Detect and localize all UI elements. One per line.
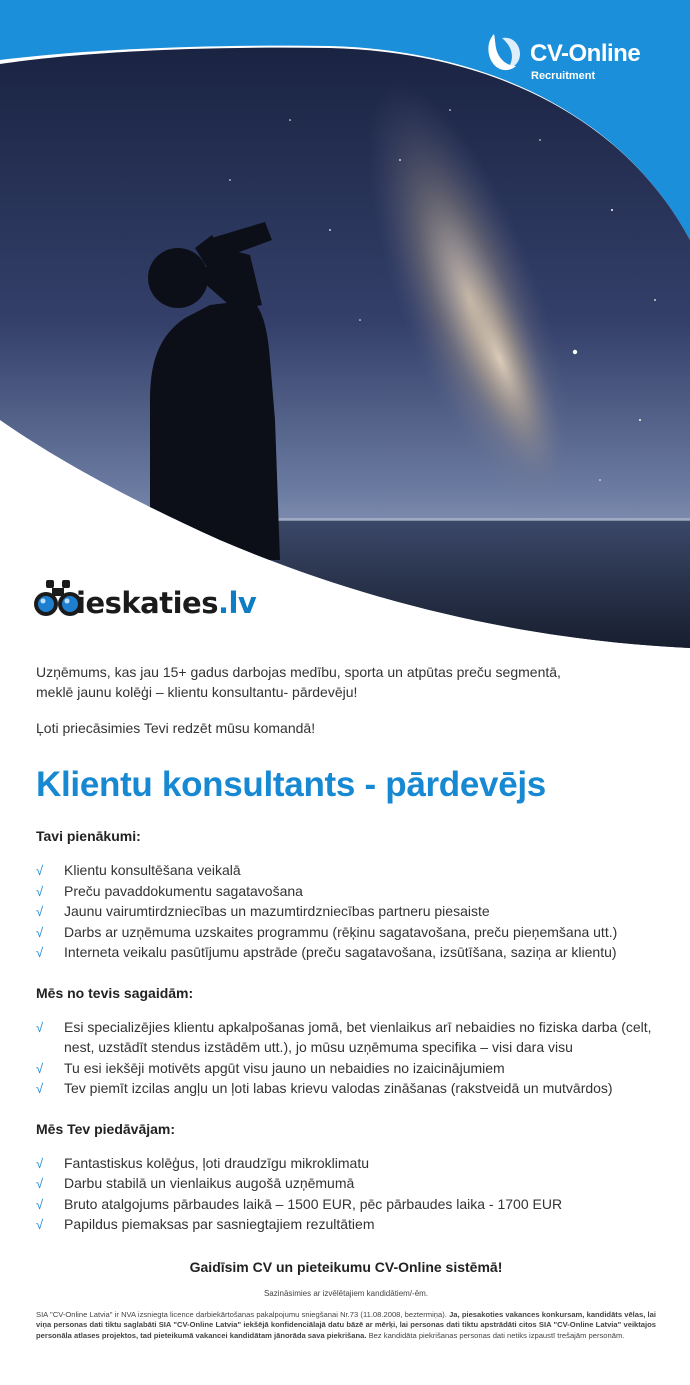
ieskaties-name: ieskaties xyxy=(76,586,218,620)
check-icon: √ xyxy=(36,1155,44,1171)
offer-list xyxy=(36,1153,656,1235)
list-item: √ Interneta veikalu pasūtījumu apstrāde (preču sagatavošana, izsūtīšana, saziņa ar klientu) xyxy=(36,942,656,963)
ieskaties-wordmark xyxy=(76,586,256,620)
intro-line-2: meklē jaunu kolēģi – klientu konsultantu- pārdevēju! xyxy=(36,684,358,700)
job-ad-content xyxy=(36,662,656,1341)
job-title: Klientu konsultants - pārdevējs xyxy=(36,765,546,804)
hero-banner xyxy=(0,0,690,660)
section-heading: Tavi pienākumi: xyxy=(36,828,141,844)
list-item: √ Preču pavaddokumentu sagatavošana xyxy=(36,881,656,902)
list-item: √ Papildus piemaksas par sasniegtajiem rezultātiem xyxy=(36,1214,656,1235)
cv-online-logo-icon xyxy=(486,30,526,74)
binoculars-icon xyxy=(34,576,82,624)
list-item: √ Darbu stabilā un vienlaikus augošā uzņēmumā xyxy=(36,1173,656,1194)
legal-plain: SIA "CV-Online Latvia" ir NVA izsniegta licence darbiekārtošanas pakalpojumu sniegšanai Nr.73 (11.08.2008, beztermiņa). xyxy=(36,1309,447,1319)
ieskaties-tld: .lv xyxy=(217,586,257,620)
check-icon: √ xyxy=(36,863,44,878)
intro-text xyxy=(36,662,656,738)
check-icon: √ xyxy=(36,1060,44,1076)
section-duties xyxy=(36,826,656,963)
cv-online-brand-name: CV-Online xyxy=(530,40,641,67)
check-icon: √ xyxy=(36,1217,44,1232)
section-offer xyxy=(36,1119,656,1235)
check-icon: √ xyxy=(36,904,44,919)
check-icon: √ xyxy=(36,1196,44,1212)
check-icon: √ xyxy=(36,945,44,960)
check-icon: √ xyxy=(36,883,44,899)
list-item: √ Darbs ar uzņēmuma uzskaites programmu (rēķinu sagatavošana, preču pieņemšana utt.) xyxy=(36,922,656,943)
hero-image xyxy=(0,0,690,660)
duties-list xyxy=(36,860,656,963)
section-heading: Mēs Tev piedāvājam: xyxy=(36,1120,176,1137)
legal-tail: Bez kandidāta piekrišanas personas dati netiks izpaustī trešajām personām. xyxy=(366,1330,625,1340)
list-item: √ Klientu konsultēšana veikalā xyxy=(36,860,656,881)
check-icon: √ xyxy=(36,1081,44,1096)
check-icon: √ xyxy=(36,1019,44,1035)
legal-bold: Ja, piesakoties vakances konkursam, kandidāts vēlas, lai viņa personas dati tiktu saglabāti SIA "CV-Online Latvia" iekšējā konfidenciālajā datu bāzē ar mērķi, lai personas dati tiktu apstrādāti citos SIA "CV-Online Latvia" veiktajos personāla atlases projektos, tad pieteikumā vakancei kandidātam jānorāda sava piekrišana. xyxy=(36,1309,656,1340)
list-item: √ Bruto atalgojums pārbaudes laikā – 1500 EUR, pēc pārbaudes laika - 1700 EUR xyxy=(36,1194,656,1215)
call-to-action: Gaidīsim CV un pieteikumu CV-Online sistēmā! xyxy=(189,1258,503,1275)
cv-online-brand-sub: Recruitment xyxy=(531,70,596,82)
intro-line-3: Ļoti priecāsimies Tevi redzēt mūsu komandā! xyxy=(36,720,316,736)
list-item: √ Fantastiskus kolēģus, ļoti draudzīgu mikroklimatu xyxy=(36,1153,656,1174)
section-expectations xyxy=(36,983,656,1099)
list-item: √ Tu esi iekšēji motivēts apgūt visu jauno un nebaidies no izaicinājumiem xyxy=(36,1058,656,1079)
contact-note: Sazināsimies ar izvēlētajiem kandidātiem/-ēm. xyxy=(263,1288,429,1298)
expectations-list xyxy=(36,1017,656,1099)
intro-line-1: Uzņēmums, kas jau 15+ gadus darbojas medību, sporta un atpūtas preču segmentā, xyxy=(36,664,561,680)
check-icon: √ xyxy=(36,1176,44,1191)
list-item: √ Tev piemīt izcilas angļu un ļoti labas krievu valodas zināšanas (rakstveidā un mutvārdos) xyxy=(36,1078,656,1099)
list-item: √ Jaunu vairumtirdzniecības un mazumtirdzniecības partneru piesaiste xyxy=(36,901,656,922)
ieskaties-logo[interactable] xyxy=(34,576,264,632)
legal-notice xyxy=(36,1310,656,1342)
check-icon: √ xyxy=(36,924,44,940)
list-item: √ Esi specializējies klientu apkalpošanas jomā, bet vienlaikus arī nebaidies no fiziska darba (celt, nest, uzstādīt stendus izstādēm utt.), jo mūsu uzņēmuma specifika – visi dara visu xyxy=(36,1018,652,1055)
cv-online-logo[interactable] xyxy=(486,30,656,90)
section-heading: Mēs no tevis sagaidām: xyxy=(36,984,194,1001)
